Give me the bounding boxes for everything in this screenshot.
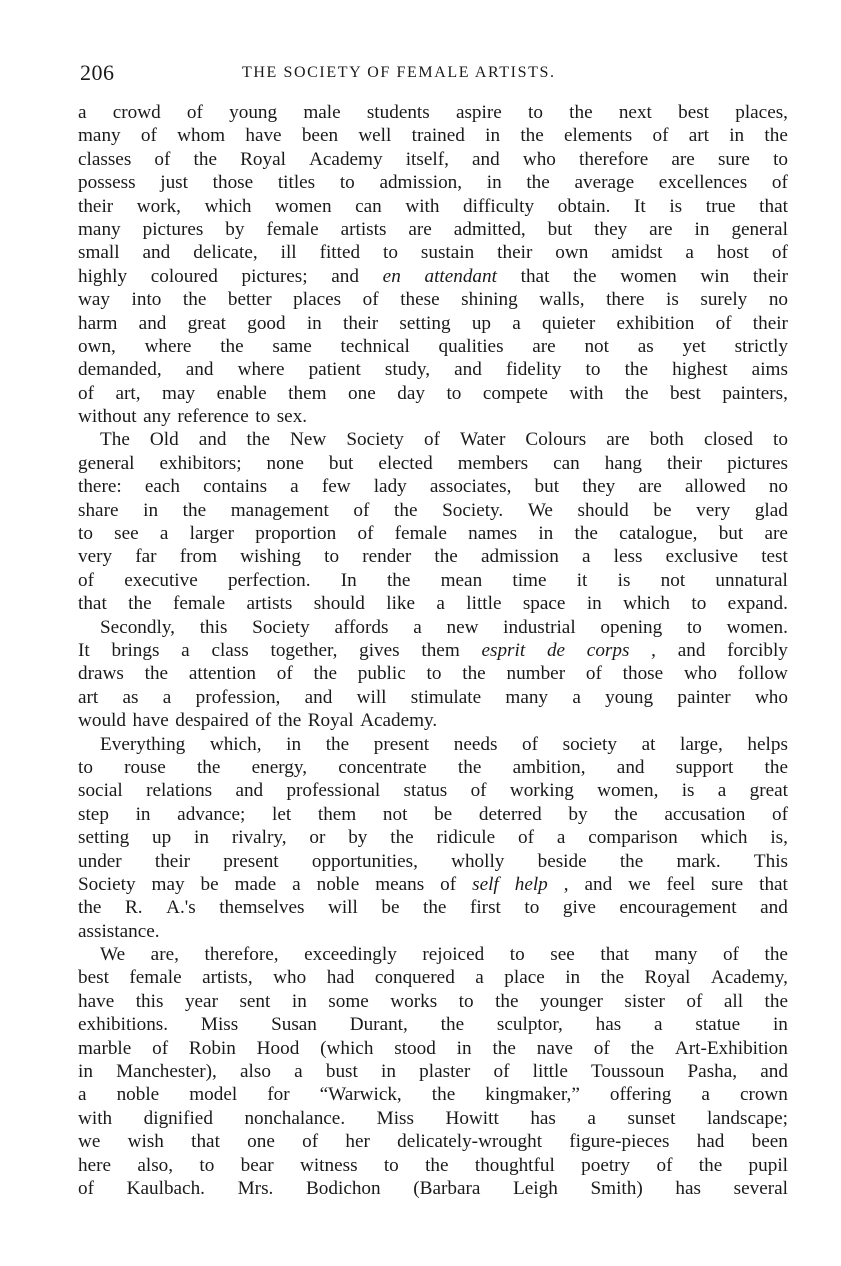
text-line: social relations and professional status of working women, is a great bbox=[78, 780, 788, 802]
text-line: of executive perfection. In the mean time it is not unnatural bbox=[78, 569, 788, 591]
text-line: Everything which, in the present needs of society at large, helps bbox=[100, 733, 788, 755]
text-line: to see a larger proportion of female names in the catalogue, but are bbox=[78, 523, 788, 545]
text-line: to rouse the energy, concentrate the ambition, and support the bbox=[78, 756, 788, 778]
text-line: have this year sent in some works to the younger sister of all the bbox=[78, 990, 788, 1012]
text-line: we wish that one of her delicately-wrought figure-pieces had been bbox=[78, 1131, 788, 1153]
text-line: way into the better places of these shining walls, there is surely no bbox=[78, 289, 788, 311]
page-header bbox=[80, 60, 788, 90]
text-line: art as a profession, and will stimulate many a young painter who bbox=[78, 686, 788, 708]
text-line: of Kaulbach. Mrs. Bodichon (Barbara Leigh Smith) has several bbox=[78, 1177, 788, 1199]
text-line: assistance. bbox=[78, 920, 160, 942]
text-line: draws the attention of the public to the number of those who follow bbox=[78, 663, 788, 685]
text-line: many pictures by female artists are admitted, but they are in general bbox=[78, 218, 788, 240]
text-line: We are, therefore, exceedingly rejoiced to see that many of the bbox=[100, 944, 788, 966]
text-line: general exhibitors; none but elected members can hang their pictures bbox=[78, 452, 788, 474]
text-line: here also, to bear witness to the thoughtful poetry of the pupil bbox=[78, 1154, 788, 1176]
page-number: 206 bbox=[80, 60, 115, 85]
text-line: step in advance; let them not be deterred by the accusation of bbox=[78, 803, 788, 825]
text-line: of art, may enable them one day to compete with the best painters, bbox=[78, 382, 788, 404]
text-line: own, where the same technical qualities are not as yet strictly bbox=[78, 335, 788, 357]
text-line: share in the management of the Society. We should be very glad bbox=[78, 499, 788, 521]
text-line: would have despaired of the Royal Academy. bbox=[78, 710, 438, 732]
text-line: best female artists, who had conquered a place in the Royal Academy, bbox=[78, 967, 788, 989]
text-line: that the female artists should like a little space in which to expand. bbox=[78, 593, 788, 615]
text-line: possess just those titles to admission, in the average excellences of bbox=[78, 172, 788, 194]
text-line: the R. A.'s themselves will be the first to give encouragement and bbox=[78, 897, 788, 919]
running-head: THE SOCIETY OF FEMALE ARTISTS. bbox=[242, 64, 556, 81]
text-line: Society may be made a noble means of self help , and we feel sure that bbox=[78, 873, 788, 895]
text-line: many of whom have been well trained in the elements of art in the bbox=[78, 125, 788, 147]
text-line: marble of Robin Hood (which stood in the nave of the Art-Exhibition bbox=[78, 1037, 788, 1059]
text-line: under their present opportunities, wholly beside the mark. This bbox=[78, 850, 788, 872]
text-line: Secondly, this Society affords a new industrial opening to women. bbox=[100, 616, 788, 638]
text-line: in Manchester), also a bust in plaster of little Toussoun Pasha, and bbox=[78, 1061, 788, 1083]
text-line: small and delicate, ill fitted to sustain their own amidst a host of bbox=[78, 242, 788, 264]
text-line: classes of the Royal Academy itself, and who therefore are sure to bbox=[78, 148, 788, 170]
text-line: with dignified nonchalance. Miss Howitt has a sunset landscape; bbox=[78, 1107, 788, 1129]
text-line: harm and great good in their setting up a quieter exhibition of their bbox=[78, 312, 788, 334]
text-line: The Old and the New Society of Water Colours are both closed to bbox=[100, 429, 788, 451]
text-line: setting up in rivalry, or by the ridicule of a comparison which is, bbox=[78, 827, 788, 849]
text-line: a noble model for “Warwick, the kingmaker,” offering a crown bbox=[78, 1084, 788, 1106]
text-line: without any reference to sex. bbox=[78, 406, 308, 428]
text-line: highly coloured pictures; and en attendant that the women win their bbox=[78, 265, 788, 287]
text-line: demanded, and where patient study, and fidelity to the highest aims bbox=[78, 359, 788, 381]
body-text bbox=[78, 101, 788, 1200]
text-line: a crowd of young male students aspire to the next best places, bbox=[78, 102, 788, 123]
text-line: very far from wishing to render the admission a less exclusive test bbox=[78, 546, 788, 568]
text-line: their work, which women can with difficulty obtain. It is true that bbox=[78, 195, 788, 217]
text-line: It brings a class together, gives them esprit de corps , and forcibly bbox=[78, 639, 788, 661]
text-line: there: each contains a few lady associates, but they are allowed no bbox=[78, 476, 788, 498]
text-line: exhibitions. Miss Susan Durant, the sculptor, has a statue in bbox=[78, 1014, 788, 1036]
